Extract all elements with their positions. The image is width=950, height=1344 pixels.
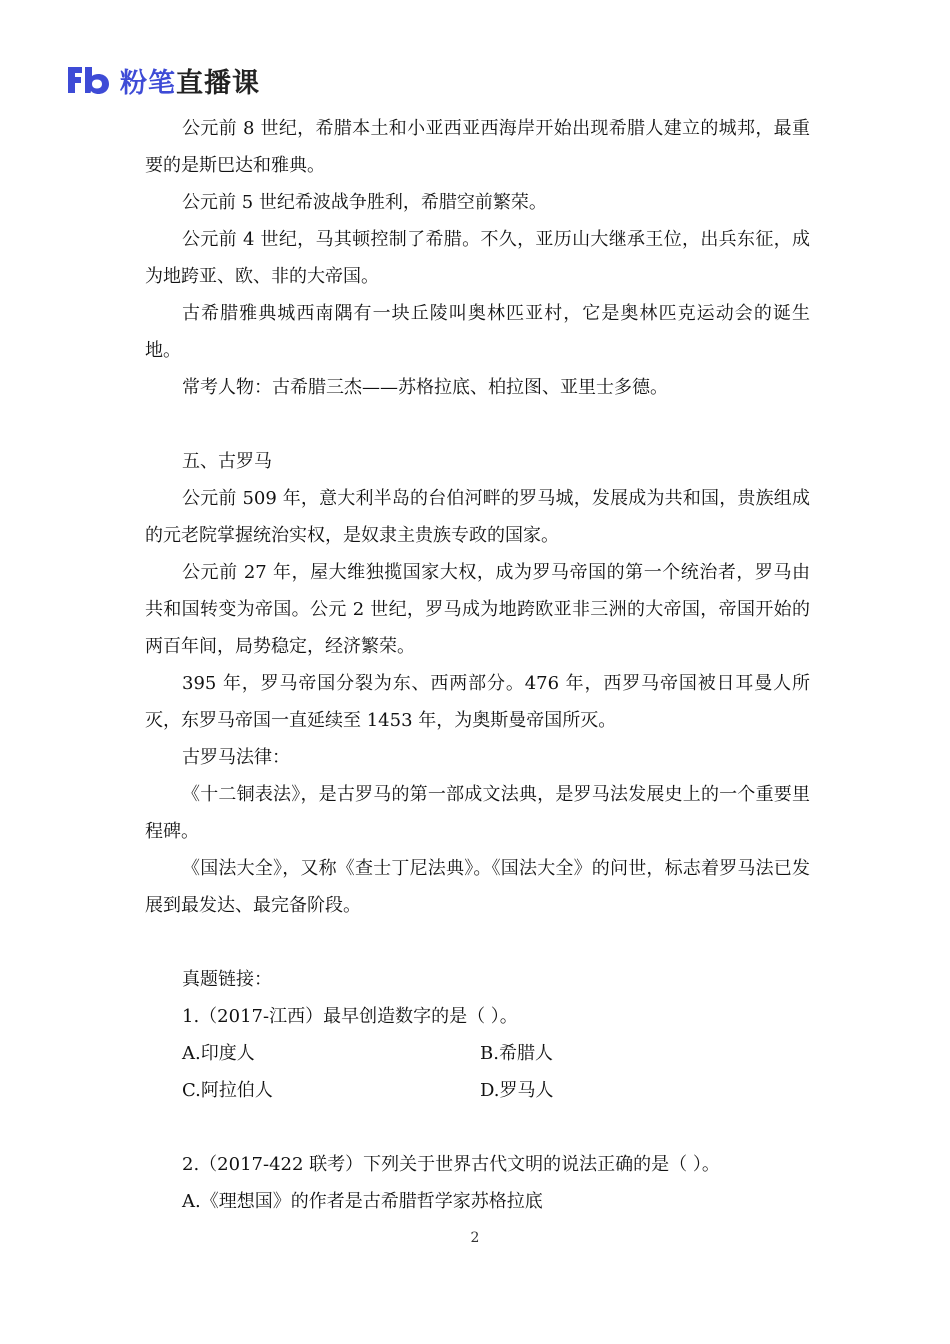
question-1-option-c: C.阿拉伯人: [182, 1080, 273, 1101]
paragraph-twelve-tables: 《十二铜表法》，是古罗马的第一部成文法典，是罗马法发展史上的一个重要里程碑。: [145, 784, 810, 842]
question-1-option-b: B.希腊人: [480, 1043, 553, 1064]
paragraph-greco-persian-war: 公元前 5 世纪希波战争胜利，希腊空前繁荣。: [182, 192, 547, 213]
exam-link-title: 真题链接：: [182, 969, 272, 990]
logo-brand: 粉笔: [120, 67, 176, 99]
question-2-stem: 2.（2017-422 联考）下列关于世界古代文明的说法正确的是（ ）。: [182, 1154, 720, 1175]
spacer: [145, 924, 810, 961]
paragraph-greek-philosophers: 常考人物：古希腊三杰——苏格拉底、柏拉图、亚里士多德。: [182, 377, 668, 398]
question-1-options-row-2: [145, 1072, 810, 1109]
document-body: [145, 110, 810, 1220]
question-1-option-d: D.罗马人: [480, 1080, 554, 1101]
header-logo: [66, 60, 260, 100]
paragraph-roman-empire: 公元前 27 年，屋大维独揽国家大权，成为罗马帝国的第一个统治者，罗马由共和国转变为帝国。公元 2 世纪，罗马成为地跨欧亚非三洲的大帝国，帝国开始的两百年间，局势稳定，经济繁荣。: [145, 562, 810, 657]
paragraph-macedon: 公元前 4 世纪，马其顿控制了希腊。不久，亚历山大继承王位，出兵东征，成为地跨亚、欧、非的大帝国。: [145, 229, 810, 287]
paragraph-olympia: 古希腊雅典城西南隅有一块丘陵叫奥林匹亚村，它是奥林匹克运动会的诞生地。: [145, 303, 810, 361]
spacer: [145, 406, 810, 443]
paragraph-roman-republic: 公元前 509 年，意大利半岛的台伯河畔的罗马城，发展成为共和国，贵族组成的元老院掌握统治实权，是奴隶主贵族专政的国家。: [145, 488, 810, 546]
page-number: 2: [470, 1230, 480, 1246]
roman-law-title: 古罗马法律：: [182, 747, 290, 768]
logo-suffix: 直播课: [176, 67, 260, 99]
question-1-stem: 1.（2017-江西）最早创造数字的是（ ）。: [182, 1006, 518, 1027]
question-2-option-a: A.《理想国》的作者是古希腊哲学家苏格拉底: [182, 1191, 543, 1212]
question-1-option-a: A.印度人: [182, 1043, 255, 1064]
fb-logo-icon: [66, 65, 112, 95]
spacer: [145, 1109, 810, 1146]
paragraph-empire-split: 395 年，罗马帝国分裂为东、西两部分。476 年，西罗马帝国被日耳曼人所灭，东罗马帝国一直延续至 1453 年，为奥斯曼帝国所灭。: [145, 673, 810, 731]
paragraph-greece-city-states: 公元前 8 世纪，希腊本土和小亚西亚西海岸开始出现希腊人建立的城邦，最重要的是斯巴达和雅典。: [145, 118, 810, 176]
question-1-options-row-1: [145, 1035, 810, 1072]
section-heading-rome: 五、古罗马: [182, 451, 272, 472]
logo-text: [120, 61, 260, 100]
paragraph-corpus-juris: 《国法大全》，又称《查士丁尼法典》。《国法大全》的问世，标志着罗马法已发展到最发达、最完备阶段。: [145, 858, 810, 916]
